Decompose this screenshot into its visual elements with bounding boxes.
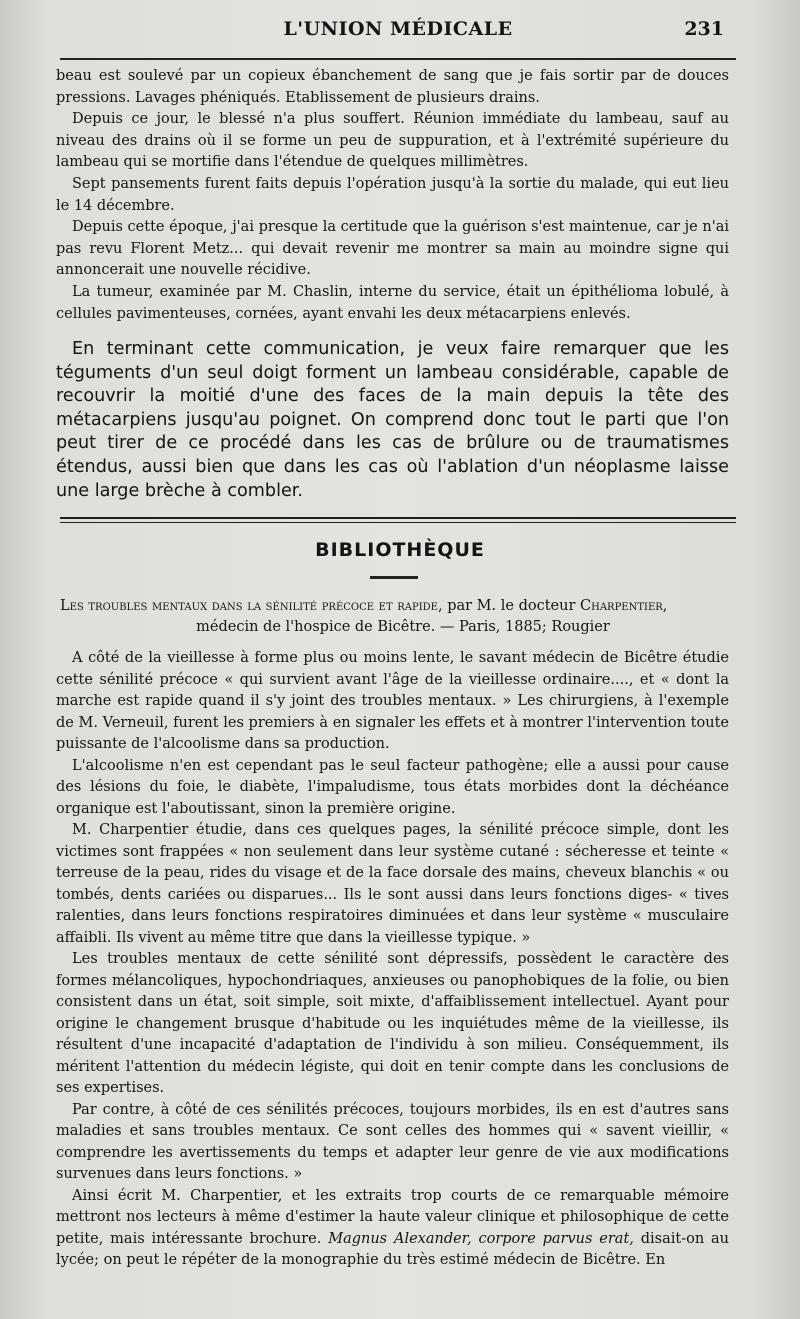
final-paragraph-end: disait-on au lycée; on peut le répéter de la monographie du très estimé médecin de Bicêtre. En [56,1230,729,1268]
book-affiliation: médecin de l'hospice de Bicêtre. — Paris, 1885; Rougier [196,619,610,635]
review-paragraph: A côté de la vieillesse à forme plus ou moins lente, le savant médecin de Bicêtre étudie cette sénilité précoce « qui survient avant l'âge de la vieillesse ordinaire...., et « dont la marche est rapide quand il s'y joint des troubles mentaux. » Les chirurgiens, à l'exemple de M. Verneuil, furent les premiers à en signaler les effets et à montrer l'intervention toute puissante de l'alcoolisme dans sa production. [56,650,729,752]
review-paragraph: L'alcoolisme n'en est cependant pas le seul facteur pathogène; elle a aussi pour cause des lésions du foie, le diabète, l'impaludisme, tous états morbides dont la déchéance organique est l'aboutissant, sinon la première origine. [56,757,729,817]
review-final-paragraph [56,1186,729,1272]
page-header [60,16,736,46]
section-divider [60,517,736,523]
review-paragraph: Les troubles mentaux de cette sénilité sont dépressifs, possèdent le caractère des formes mélancoliques, hypochondriaques, anxieuses ou panophobiques de la folie, ou bien consistent dans un état, soit simple, soit mixte, d'affaiblissement intellectuel. Ayant pour origine le changement brusque d'habitude ou les inquiétudes même de la vieillesse, ils résultent d'une incapacité d'adaptation de l'individu à son milieu. Conséquemment, ils méritent l'attention du médecin légiste, qui doit en tenir compte dans les conclusions de ses expertises. [56,951,729,1096]
case-paragraph: La tumeur, examinée par M. Chaslin, interne du service, était un épithélioma lobulé, à cellules pavimenteuses, cornées, ayant envahi les deux métacarpiens enlevés. [56,283,729,322]
header-rule [60,58,736,60]
case-report-text [56,66,729,325]
review-paragraph: M. Charpentier étudie, dans ces quelques pages, la sénilité précoce simple, dont les victimes sont frappées « non seulement dans leur système cutané : sécheresse et teinte « terreuse de la peau, rides du visage et de la face dorsale des mains, cheveux blanchis « ou tombés, dents cariées ou disparues... Ils le sont aussi dans leurs fonctions diges- « tives ralenties, dans leurs fonctions respiratoires diminuées et dans leur système « musculaire affaibli. Ils vivent au même titre que dans la vieillesse typique. » [56,822,729,946]
title-rule [370,576,418,579]
case-paragraph: Sept pansements furent faits depuis l'opération jusqu'à la sortie du malade, qui eut lieu le 14 décembre. [56,175,729,214]
conclusion-text [56,338,729,503]
case-paragraph: beau est soulevé par un copieux ébanchement de sang que je fais sortir par de douces pressions. Lavages phéniqués. Etablissement de plusieurs drains. [56,68,729,106]
book-by: par M. le docteur [447,598,576,614]
page-number: 231 [684,18,724,40]
final-paragraph-start: Ainsi écrit M. Charpentier, et les extraits trop courts de ce remarquable mémoire mettront nos lecteurs à même d'estimer la haute valeur clinique et philosophique de cette petite, mais intéressante brochure. [56,1187,729,1247]
book-author: Charpentier, [580,598,668,614]
conclusion-paragraph: En terminant cette communication, je veux faire remarquer que les téguments d'un seul doigt forment un lambeau considérable, capable de recouvrir la moitié d'une des faces de la main depuis la tête des métacarpiens jusqu'au poignet. On comprend donc tout le parti que l'on peut tirer de ce procédé dans les cas de brûlure ou de traumatismes étendus, aussi bien que dans les cas où l'ablation d'un néoplasme laisse une large brèche à combler. [56,339,729,501]
review-text [56,648,729,1272]
review-paragraph: Par contre, à côté de ces sénilités précoces, toujours morbides, ils en est d'autres sans maladies et sans troubles mentaux. Ce sont celles des hommes qui « savent vieillir, « comprendre les avertissements du temps et adapter leur genre de vie aux modifications survenues dans leurs fonctions. » [56,1101,729,1182]
case-paragraph: Depuis ce jour, le blessé n'a plus souffert. Réunion immédiate du lambeau, sauf au niveau des drains où il se forme un peu de suppuration, et à l'extrémité supérieure du lambeau qui se mortifie dans l'étendue de quelques millimètres. [56,111,729,171]
review-heading [60,596,736,638]
case-paragraph: Depuis cette époque, j'ai presque la certitude que la guérison s'est maintenue, car je n'ai pas revu Florent Metz... qui devait revenir me montrer sa main au moindre signe qui annoncerait une nouvelle récidive. [56,219,729,279]
running-title: L'UNION MÉDICALE [283,18,513,40]
section-title: BIBLIOTHÈQUE [315,539,485,561]
latin-quote: Magnus Alexander, corpore parvus erat, [328,1230,634,1247]
book-title: Les troubles mentaux dans la sénilité précoce et rapide, [60,598,443,614]
